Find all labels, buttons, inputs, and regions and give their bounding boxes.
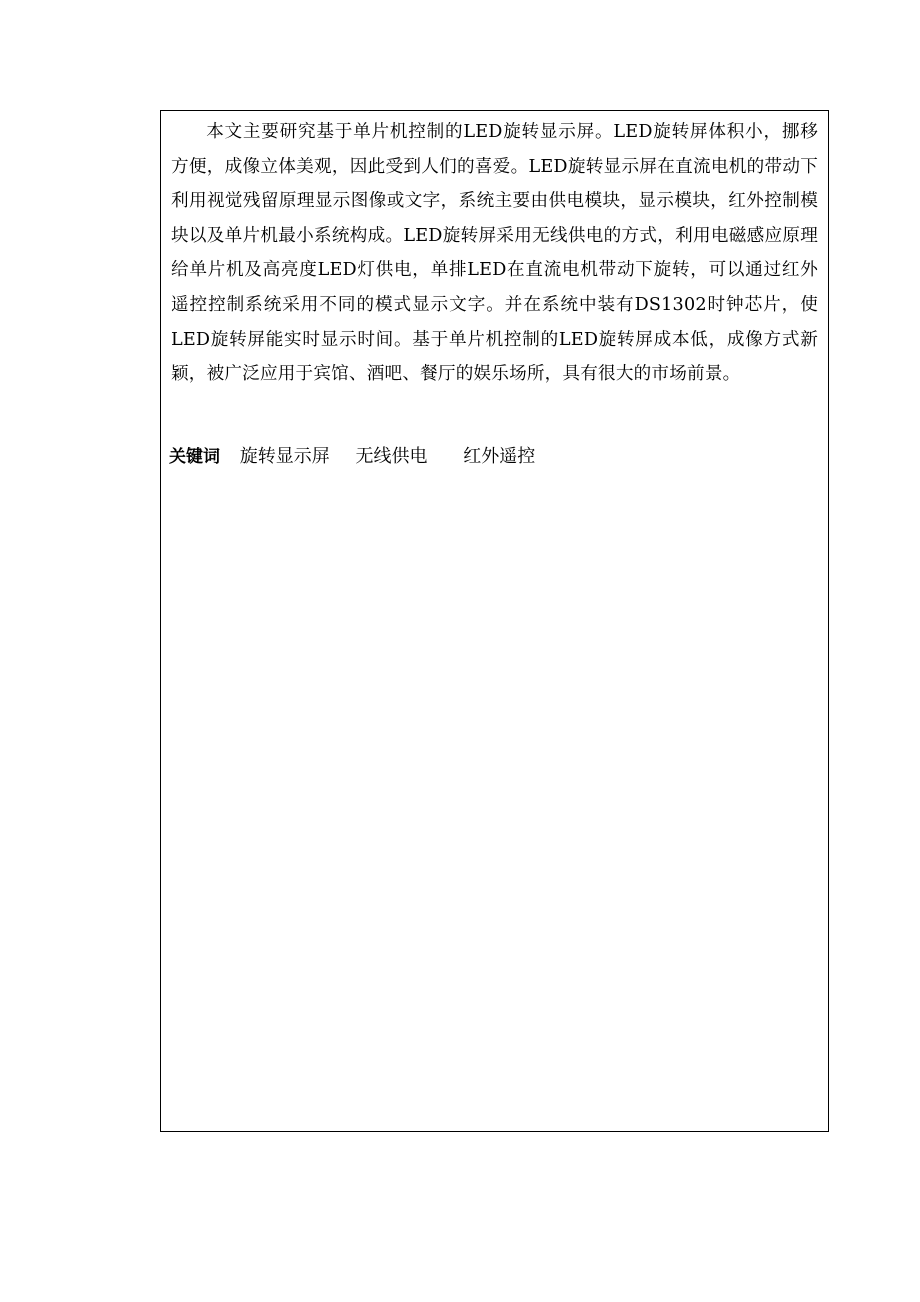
abstract-text: 本文主要研究基于单片机控制的LED旋转显示屏。LED旋转屏体积小，挪移方便，成像立体美观，因此受到人们的喜爱。LED旋转显示屏在直流电机的带动下利用视觉残留原理显示图像或文字，系统主要由供电模块，显示模块，红外控制模块以及单片机最小系统构成。LED旋转屏采用无线供电的方式，利用电磁感应原理给单片机及高亮度LED灯供电，单排LED在直流电机带动下旋转，可以通过红外遥控控制系统采用不同的模式显示文字。并在系统中装有DS1302时钟芯片，使LED旋转屏能实时显示时间。基于单片机控制的LED旋转屏成本低，成像方式新颖，被广泛应用于宾馆、酒吧、餐厅的娱乐场所，具有很大的市场前景。	[171, 122, 818, 385]
keyword-item: 无线供电	[355, 446, 428, 467]
abstract-frame	[160, 110, 829, 1132]
keywords-label: 关键词	[169, 447, 220, 467]
keyword-item: 红外遥控	[463, 446, 536, 467]
keyword-item: 旋转显示屏	[239, 446, 330, 467]
keywords-line	[169, 441, 555, 473]
